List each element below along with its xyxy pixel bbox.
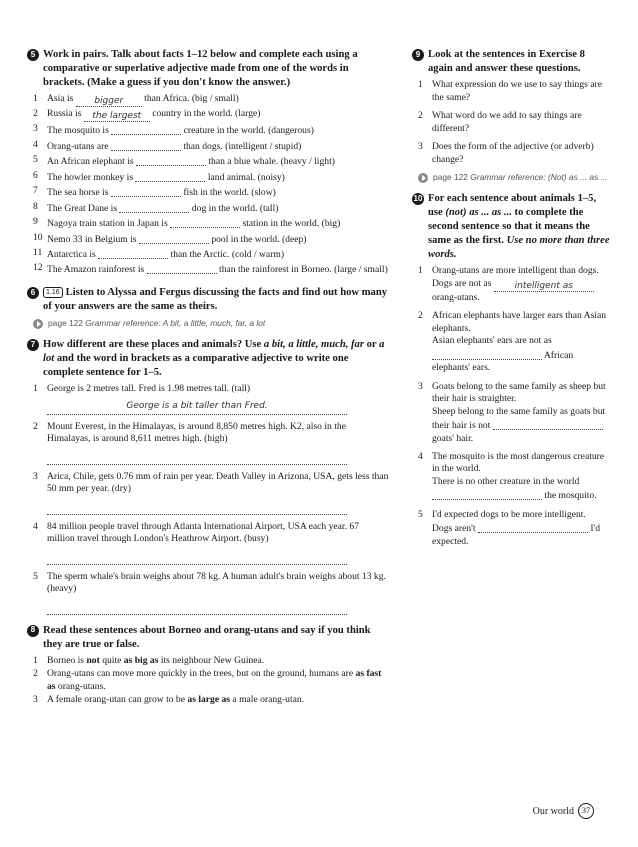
filled-answer-line[interactable]: [47, 400, 347, 415]
reference-page: page 122: [433, 171, 468, 182]
exercise-number: 5: [27, 49, 39, 61]
exercise-5: [27, 48, 389, 277]
item-prefix: The howler monkey is: [47, 171, 136, 183]
item-suffix: than dogs. (intelligent / stupid): [180, 140, 302, 152]
answer-line[interactable]: [47, 550, 347, 565]
answer-blank[interactable]: [136, 154, 206, 166]
grammar-reference[interactable]: [33, 318, 389, 329]
exercise-instruction: Listen to Alyssa and Fergus discussing the facts and find out how many of your answers are the same as theirs.: [43, 286, 388, 312]
item-number: 3: [418, 141, 423, 153]
comparison-item: [33, 521, 389, 565]
answer-line[interactable]: [47, 600, 347, 615]
item-suffix: than a blue whale. (heavy / light): [205, 156, 335, 168]
reference-detail: Grammar reference: (Not) as ... as ...: [470, 171, 608, 182]
item-prefix: Antarctica is: [47, 248, 99, 260]
exercise-8: [27, 624, 389, 707]
item-number: 2: [33, 108, 38, 120]
answer-blank[interactable]: [135, 170, 205, 182]
statement-item: [33, 694, 389, 706]
exercise-instruction: How different are these places and animals? Use a bit, a little, much, far or a lot and the word in brackets as a comparative adjective to write one complete sentence for 1–5.: [43, 339, 385, 379]
item-number: 5: [33, 570, 38, 582]
item-prefix: Nagoya train station in Japan is: [47, 218, 171, 230]
item-text: [47, 247, 389, 261]
item-number: 6: [33, 169, 38, 181]
answer-line[interactable]: [47, 450, 347, 465]
fact-item: [33, 154, 389, 168]
item-suffix: the mosquito.: [542, 490, 597, 502]
right-column: [412, 48, 612, 557]
item-number: 3: [33, 694, 38, 706]
item-suffix: pool in the world. (deep): [208, 233, 307, 245]
exercise-instruction: Work in pairs. Talk about facts 1–12 below and complete each using a comparative or superlative adjective made from one of the words in brackets. (Make a guess if you don't know the answer.): [43, 49, 358, 89]
item-number: 1: [33, 383, 38, 395]
emphasis: as fast as: [47, 668, 382, 692]
transformation-list: [412, 265, 612, 548]
statement-item: [33, 655, 389, 667]
fact-item: [33, 170, 389, 184]
answer-blank[interactable]: [111, 123, 181, 135]
handwritten-answer: intelligent as: [514, 280, 573, 291]
handwritten-answer: bigger: [94, 96, 124, 107]
item-text: [47, 185, 389, 199]
emphasis: as big as: [123, 654, 159, 666]
item-number: 1: [418, 79, 423, 91]
handwritten-answer: George is a bit taller than Fred.: [126, 400, 268, 411]
first-sentence: Goats belong to the same family as sheep but their hair is straighter.: [432, 380, 606, 405]
item-suffix: than the rainforest in Borneo. (large / small): [216, 264, 388, 276]
play-arrow-icon: [418, 173, 428, 183]
exercise-instruction: For each sentence about animals 1–5, use (not) as ... as ... to complete the second sentence so that it means the same as the first. Use no more than three words.: [428, 192, 610, 261]
item-prefix: Nemo 33 in Belgium is: [47, 233, 139, 245]
item-text: The sperm whale's brain weighs about 78 kg. A human adult's brain weighs about 13 kg. (heavy): [47, 570, 386, 595]
second-sentence: [432, 335, 612, 374]
comparison-item: [33, 383, 389, 414]
question-item: [418, 141, 612, 166]
item-suffix: fish in the world. (slow): [180, 187, 276, 199]
item-text: [47, 154, 389, 168]
emphasis: as large as: [187, 694, 231, 706]
exercise-number: 8: [27, 625, 39, 637]
filled-answer-blank[interactable]: [76, 95, 142, 107]
second-sentence: [432, 521, 612, 548]
answer-blank[interactable]: [119, 201, 189, 213]
play-arrow-icon: [33, 319, 43, 329]
section-label: Our world: [532, 805, 574, 817]
statement-item: [33, 668, 389, 693]
fact-item: [33, 262, 389, 276]
item-suffix: land animal. (noisy): [205, 171, 285, 183]
transformation-item: [418, 509, 612, 548]
item-number: 10: [33, 231, 43, 243]
fact-item: [33, 123, 389, 137]
item-prefix: There is no other creature in the world: [432, 475, 580, 487]
item-number: 2: [418, 110, 423, 122]
first-sentence: Orang-utans are more intelligent than dogs.: [432, 265, 599, 277]
item-text: What word do we add to say things are different?: [432, 110, 582, 134]
comparison-item: [33, 421, 389, 465]
emphasis: not: [86, 654, 100, 666]
item-text: 84 million people travel through Atlanta International Airport, USA each year. 67 million travel through London's Heathrow Airport. (busy): [47, 520, 359, 545]
fact-item: [33, 139, 389, 153]
exercise-7: [27, 338, 389, 614]
second-sentence: [432, 476, 612, 503]
comparison-list: [27, 383, 389, 614]
item-prefix: Sheep belong to the same family as goats but their hair is not: [432, 405, 606, 432]
item-text: Borneo is not quite as big as its neighbour New Guinea.: [47, 654, 265, 666]
comparison-item: [33, 571, 389, 615]
item-number: 3: [418, 380, 423, 392]
second-sentence: [432, 278, 612, 304]
item-text: [47, 201, 389, 215]
comparison-item: [33, 471, 389, 515]
item-text: [47, 123, 389, 137]
exercise-10: [412, 192, 612, 548]
answer-blank[interactable]: [170, 216, 240, 228]
fact-item: [33, 93, 389, 107]
item-number: 5: [33, 154, 38, 166]
item-number: 1: [418, 265, 423, 277]
item-prefix: Asia is: [47, 93, 76, 105]
answer-blank[interactable]: [432, 348, 542, 360]
item-suffix: country in the world. (large): [149, 108, 261, 120]
question-item: [418, 110, 612, 135]
item-suffix: orang-utans.: [432, 291, 480, 303]
fact-item: [33, 247, 389, 261]
handwritten-answer: the largest: [92, 111, 142, 122]
item-number: 9: [33, 216, 38, 228]
item-suffix: than Africa. (big / small): [141, 93, 239, 105]
page-number: 37: [578, 803, 594, 819]
fact-list: [27, 93, 389, 277]
fact-item: [33, 216, 389, 230]
item-text: [47, 108, 389, 122]
answer-blank[interactable]: [139, 232, 209, 244]
question-item: [418, 79, 612, 104]
transformation-item: [418, 265, 612, 304]
item-suffix: than the Arctic. (cold / warm): [168, 248, 285, 260]
item-number: 3: [33, 470, 38, 482]
exercise-6: [27, 286, 389, 329]
item-number: 1: [33, 93, 38, 105]
item-number: 4: [33, 138, 38, 150]
page-footer: [533, 803, 594, 819]
question-list: [412, 79, 612, 166]
answer-blank[interactable]: [478, 521, 588, 533]
item-number: 2: [418, 310, 423, 322]
item-text: Arica, Chile, gets 0.76 mm of rain per year. Death Valley in Arizona, USA, gets less than 50 mm per year. (dry): [47, 470, 389, 495]
answer-blank[interactable]: [111, 185, 181, 197]
item-number: 7: [33, 185, 38, 197]
statement-list: [27, 655, 389, 707]
item-prefix: Orang-utans are: [47, 140, 111, 152]
item-text: [47, 139, 389, 153]
item-prefix: The Great Dane is: [47, 202, 120, 214]
item-text: [47, 216, 389, 230]
exercise-number: 9: [412, 49, 424, 61]
item-text: [47, 232, 389, 246]
item-suffix: goats' hair.: [432, 432, 474, 444]
item-number: 12: [33, 262, 43, 274]
fact-item: [33, 201, 389, 215]
exercise-9: [412, 48, 612, 183]
answer-blank[interactable]: [432, 488, 542, 500]
item-prefix: Dogs are not as: [432, 277, 494, 289]
audio-track-icon[interactable]: 1.16: [43, 287, 63, 298]
item-prefix: An African elephant is: [47, 156, 136, 168]
answer-blank[interactable]: [111, 139, 181, 151]
answer-blank[interactable]: [147, 262, 217, 274]
item-number: 4: [418, 450, 423, 462]
exercise-number: 7: [27, 339, 39, 351]
transformation-item: [418, 310, 612, 374]
item-text: What expression do we use to say things are the same?: [432, 79, 602, 103]
answer-line[interactable]: [47, 500, 347, 515]
exercise-instruction: Look at the sentences in Exercise 8 again and answer these questions.: [428, 49, 585, 75]
item-prefix: The Amazon rainforest is: [47, 264, 147, 276]
item-prefix: The sea horse is: [47, 187, 111, 199]
item-text: A female orang-utan can grow to be as large as a male orang-utan.: [47, 694, 305, 706]
grammar-reference[interactable]: [418, 172, 612, 183]
fact-item: [33, 185, 389, 199]
item-prefix: Russia is: [47, 108, 84, 120]
filled-answer-blank[interactable]: [494, 280, 594, 292]
second-sentence: [432, 406, 612, 445]
first-sentence: The mosquito is the most dangerous creature in the world.: [432, 450, 605, 475]
left-column: [27, 48, 389, 716]
answer-blank[interactable]: [493, 418, 603, 430]
item-number: 8: [33, 200, 38, 212]
item-prefix: The mosquito is: [47, 125, 112, 137]
item-number: 5: [418, 508, 423, 520]
item-text: George is 2 metres tall. Fred is 1.98 metres tall. (tall): [47, 383, 251, 395]
item-suffix: African elephants' ears.: [432, 349, 574, 374]
item-number: 4: [33, 520, 38, 532]
exercise-number: 6: [27, 287, 39, 299]
answer-blank[interactable]: [98, 247, 168, 259]
fact-item: [33, 232, 389, 246]
item-suffix: creature in the world. (dangerous): [181, 125, 314, 137]
item-suffix: station in the world. (big): [240, 218, 341, 230]
reference-page: page 122: [48, 318, 83, 329]
item-text: [47, 262, 389, 276]
reference-detail: Grammar reference: A bit, a little, much, far, a lot: [85, 318, 266, 329]
item-text: Mount Everest, in the Himalayas, is around 8,850 metres high. K2, also in the Himalayas, is around 8,611 metres high. (high): [47, 420, 346, 445]
item-prefix: Asian elephants' ears are not as: [432, 335, 552, 347]
first-sentence: African elephants have larger ears than Asian elephants.: [432, 310, 607, 334]
first-sentence: I'd expected dogs to be more intelligent.: [432, 508, 586, 520]
fact-item: [33, 108, 389, 122]
transformation-item: [418, 451, 612, 503]
item-prefix: Dogs aren't: [432, 523, 478, 535]
item-number: 3: [33, 123, 38, 135]
item-suffix: I'd expected.: [432, 523, 601, 547]
item-text: [47, 170, 389, 184]
item-number: 11: [33, 246, 43, 258]
exercise-instruction: Read these sentences about Borneo and orang-utans and say if you think they are true or false.: [43, 624, 371, 650]
filled-answer-blank[interactable]: [84, 110, 150, 122]
exercise-number: 10: [412, 193, 424, 205]
item-number: 2: [33, 668, 38, 680]
item-number: 1: [33, 654, 38, 666]
item-text: Orang-utans can move more quickly in the trees, but on the ground, humans are as fast as orang-utans.: [47, 668, 382, 692]
item-text: [47, 93, 389, 107]
item-suffix: dog in the world. (tall): [189, 202, 279, 214]
item-text: Does the form of the adjective (or adverb) change?: [432, 141, 594, 165]
item-number: 2: [33, 420, 38, 432]
transformation-item: [418, 381, 612, 445]
